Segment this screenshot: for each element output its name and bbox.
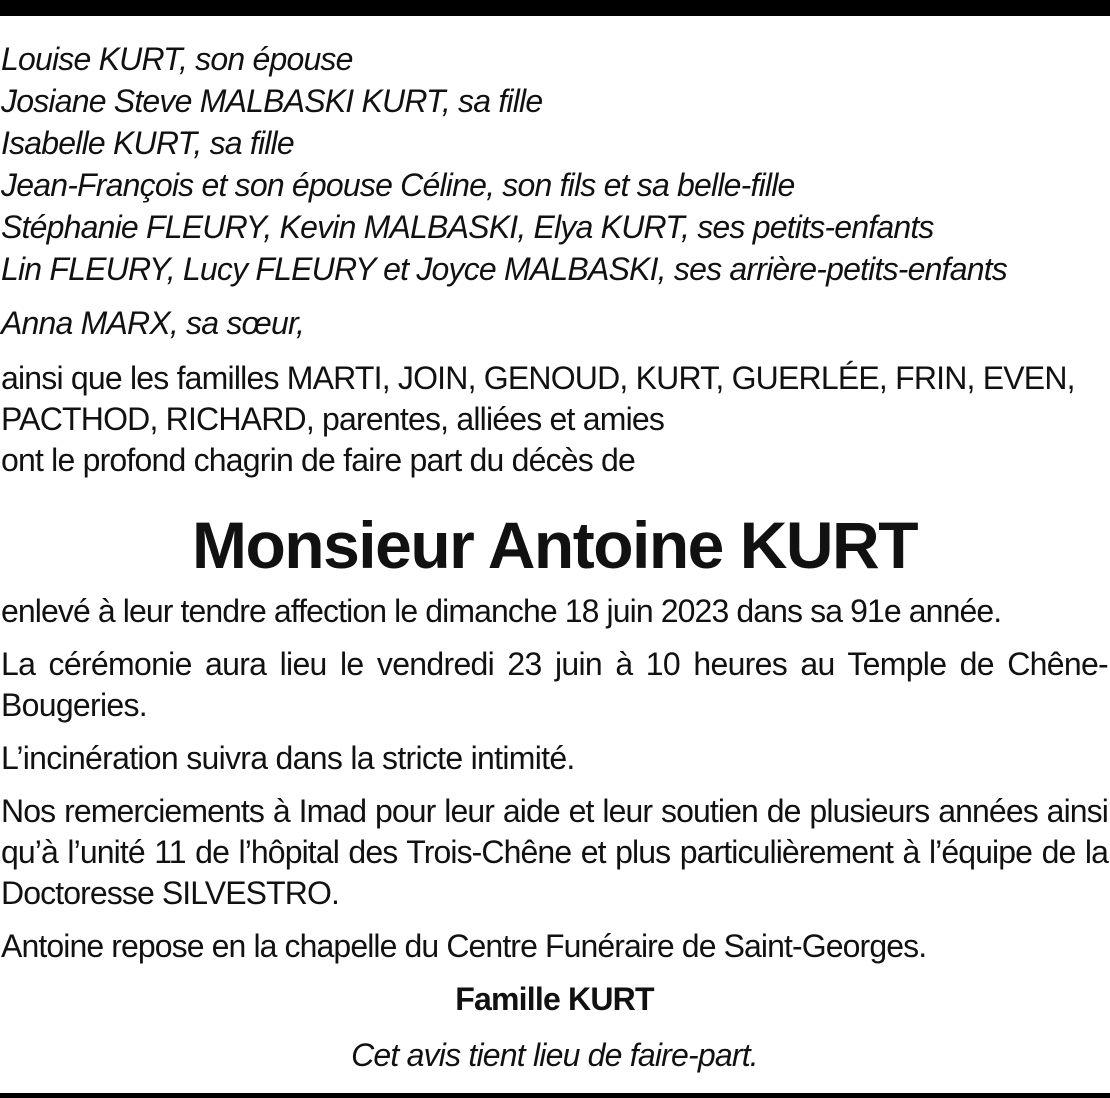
family-member: Josiane Steve MALBASKI KURT, sa fille [1,83,543,119]
family-member: Stéphanie FLEURY, Kevin MALBASKI, Elya KURT, ses petits-enfants [1,209,934,245]
family-member: Isabelle KURT, sa fille [1,125,294,161]
top-rule [0,0,1110,16]
family-member: Lin FLEURY, Lucy FLEURY et Joyce MALBASKI, ses arrière-petits-enfants [1,251,1007,287]
notice-footer: Cet avis tient lieu de faire-part. [351,1037,758,1073]
family-signature: Famille KURT [455,981,654,1017]
family-member: Jean-François et son épouse Céline, son fils et sa belle-fille [1,167,795,203]
family-member: Louise KURT, son épouse [1,41,353,77]
death-notice: enlevé à leur tendre affection le dimanche 18 juin 2023 dans sa 91e année. [1,593,1002,629]
sibling-line: Anna MARX, sa sœur, [1,305,305,341]
family-list [1,38,1108,290]
bottom-rule [0,1093,1110,1098]
intro-line: ainsi que les familles MARTI, JOIN, GENOUD, KURT, GUERLÉE, FRIN, EVEN, [1,360,1075,396]
intro-line: ont le profond chagrin de faire part du décès de [1,442,636,478]
incineration-info: L’incinération suivra dans la stricte intimité. [1,740,575,776]
thanks-text: Nos remerciements à Imad pour leur aide et leur soutien de plusieurs années ainsi qu’à l’unité 11 de l’hôpital des Trois-Chêne et plus particulièrement à l’équipe de la Doctoresse SILVESTRO. [1,793,1108,911]
deceased-name: Monsieur Antoine KURT [191,508,918,582]
repose-info: Antoine repose en la chapelle du Centre Funéraire de Saint-Georges. [1,928,927,964]
intro-text [1,358,1108,481]
ceremony-info: La cérémonie aura lieu le vendredi 23 juin à 10 heures au Temple de Chêne-Bougeries. [1,646,1108,723]
obituary-notice [1,38,1108,1076]
intro-line: PACTHOD, RICHARD, parentes, alliées et amies [1,401,665,437]
